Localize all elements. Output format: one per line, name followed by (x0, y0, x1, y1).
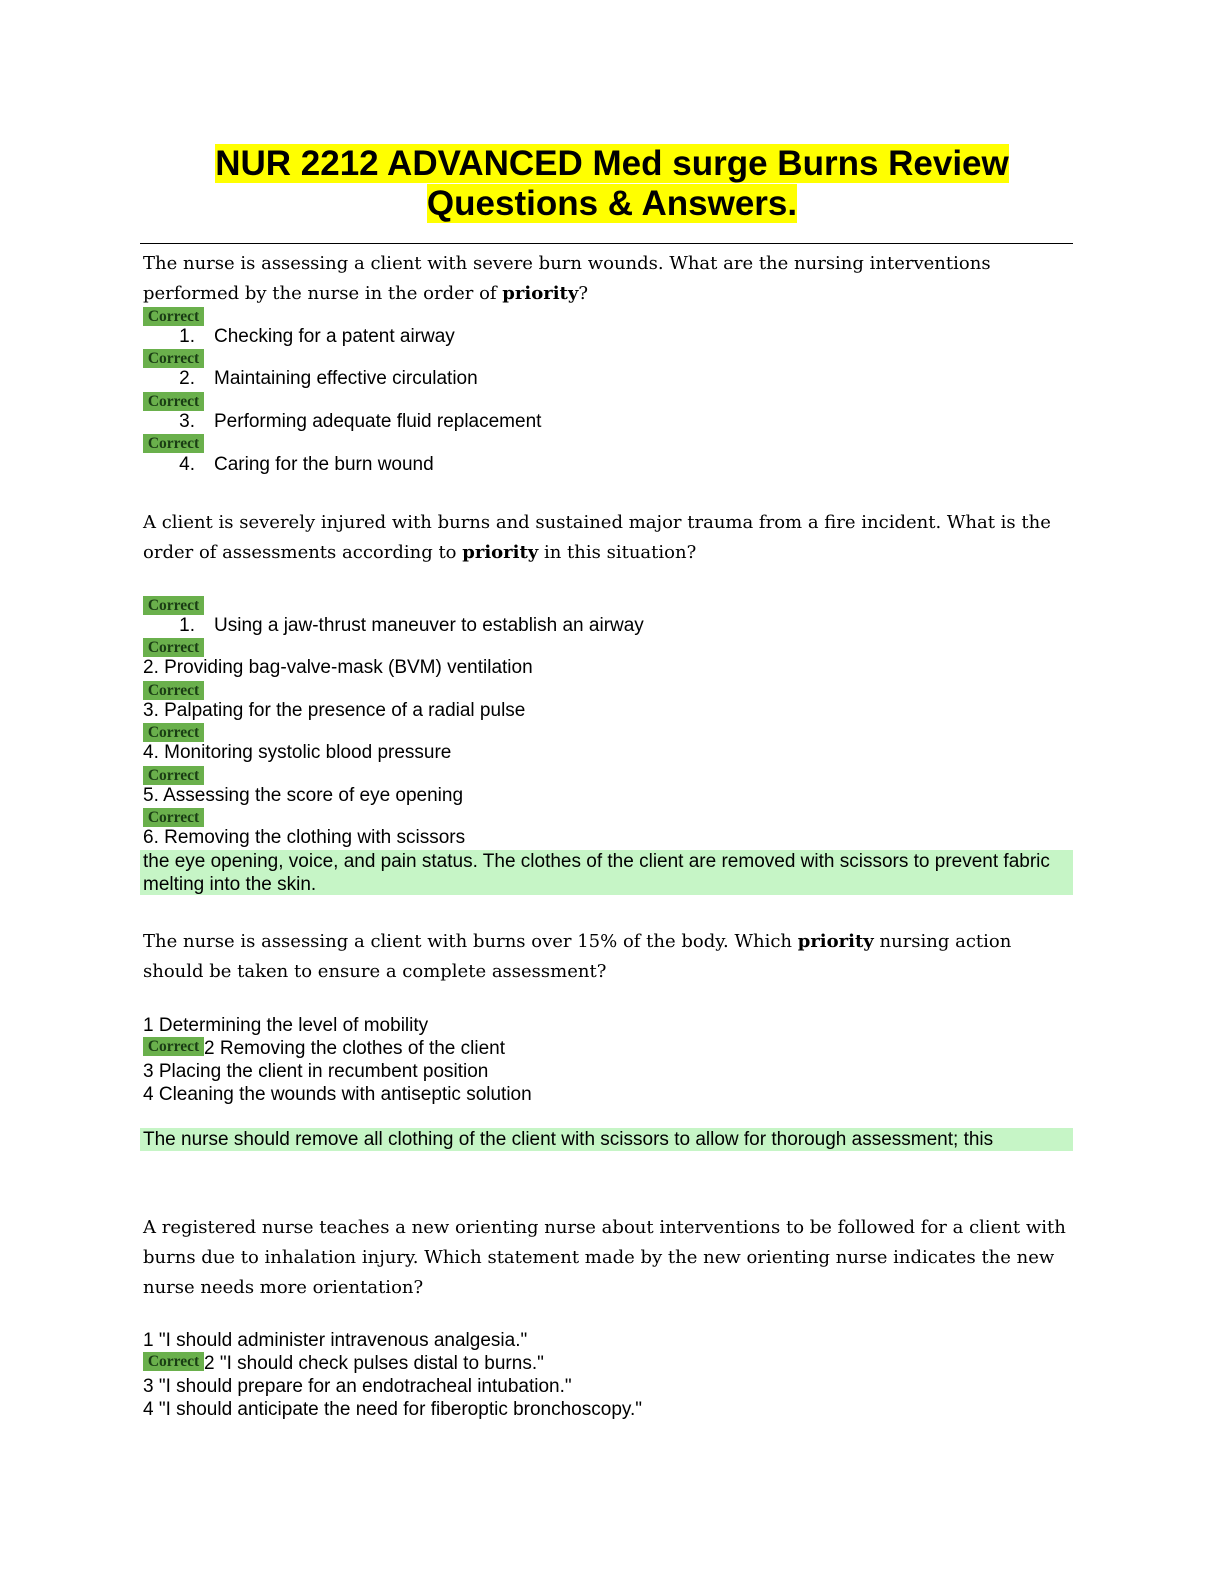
question-2: A client is severely injured with burns and sustained major trauma from a fire incident. What is the order of assessments according to priority in this situation? (143, 512, 1051, 563)
q2-answer-item: 1. Using a jaw-thrust maneuver to establish an airway (179, 615, 644, 636)
correct-badge: Correct (143, 681, 204, 700)
correct-badge: Correct (143, 723, 204, 742)
q2-answer-item: 2. Providing bag-valve-mask (BVM) ventilation (143, 657, 533, 678)
correct-badge: Correct (143, 638, 204, 657)
title-divider (140, 243, 1073, 244)
page-title (0, 144, 1224, 224)
q1-answer-item: 1. Checking for a patent airway (179, 326, 455, 347)
correct-badge: Correct (143, 808, 204, 827)
question-1: The nurse is assessing a client with severe burn wounds. What are the nursing interventions performed by the nurse in the order of priority? (143, 253, 991, 304)
question-3: The nurse is assessing a client with burns over 15% of the body. Which priority nursing action should be taken to ensure a complete assessment? (143, 931, 1012, 982)
q3-option: 4 Cleaning the wounds with antiseptic solution (143, 1084, 532, 1105)
q3-explanation: The nurse should remove all clothing of the client with scissors to allow for thorough assessment; this (140, 1128, 1073, 1151)
correct-badge: Correct (143, 596, 204, 615)
correct-badge: Correct (143, 1352, 204, 1371)
q2-answer-item: 5. Assessing the score of eye opening (143, 785, 464, 806)
q2-answer-item: 4. Monitoring systolic blood pressure (143, 742, 452, 763)
correct-badge: Correct (143, 307, 204, 326)
title-line-1: NUR 2212 ADVANCED Med surge Burns Review (215, 144, 1009, 183)
question-4: A registered nurse teaches a new orienting nurse about interventions to be followed for a client with burns due to inhalation injury. Which statement made by the new orienting nurse indicates the new nurse needs more orientation? (143, 1217, 1066, 1298)
q4-option-correct: Correct 2 "I should check pulses distal to burns." (143, 1352, 544, 1375)
correct-badge: Correct (143, 1037, 204, 1056)
q3-option: 1 Determining the level of mobility (143, 1015, 429, 1036)
q4-option: 3 "I should prepare for an endotracheal intubation." (143, 1376, 572, 1397)
correct-badge: Correct (143, 434, 204, 453)
q3-option-correct: Correct 2 Removing the clothes of the client (143, 1037, 505, 1060)
q1-answer-item: 3. Performing adequate fluid replacement (179, 411, 542, 432)
q4-option: 4 "I should anticipate the need for fiberoptic bronchoscopy." (143, 1399, 643, 1420)
title-line-2: Questions & Answers. (426, 184, 798, 223)
q2-explanation: the eye opening, voice, and pain status. The clothes of the client are removed with scissors to prevent fabric melting into the skin. (140, 850, 1073, 895)
q2-answer-item: 3. Palpating for the presence of a radial pulse (143, 700, 526, 721)
q1-answer-item: 2. Maintaining effective circulation (179, 368, 478, 389)
correct-badge: Correct (143, 349, 204, 368)
q4-option: 1 "I should administer intravenous analgesia." (143, 1330, 528, 1351)
q3-option: 3 Placing the client in recumbent position (143, 1061, 489, 1082)
q2-answer-item: 6. Removing the clothing with scissors (143, 827, 466, 848)
correct-badge: Correct (143, 392, 204, 411)
q1-answer-item: 4. Caring for the burn wound (179, 454, 434, 475)
correct-badge: Correct (143, 766, 204, 785)
